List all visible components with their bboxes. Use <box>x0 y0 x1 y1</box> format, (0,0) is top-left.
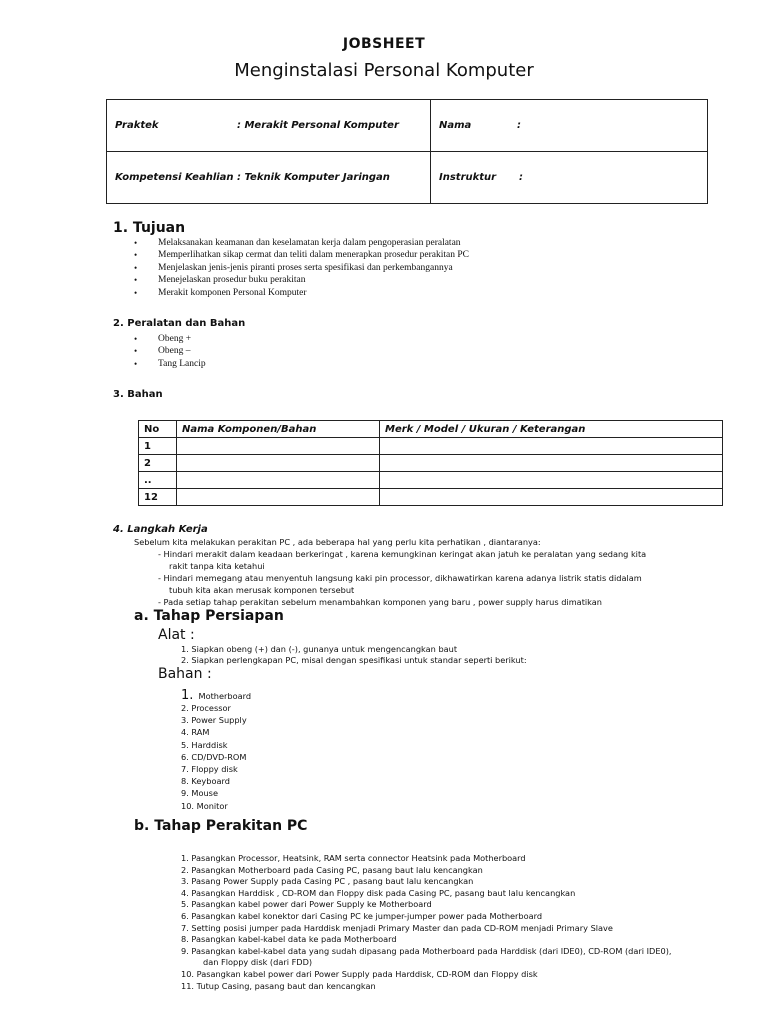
list-item: • Tang Lancip <box>134 358 206 370</box>
list-item: • Menjelaskan jenis-jenis piranti proses serta spesifikasi dan perkembangannya <box>134 262 469 274</box>
table-cell <box>177 438 380 455</box>
perakitan-list <box>181 853 672 992</box>
table-cell <box>177 489 380 506</box>
alat-heading: Alat : <box>158 627 195 643</box>
list-item: 10. Monitor <box>181 800 228 811</box>
list-item: 7. Floppy disk <box>181 764 238 775</box>
list-item: 6. Pasangkan kabel konektor dari Casing PC ke jumper-jumper power pada Motherboard <box>181 910 543 921</box>
list-item: 5. Pasangkan kabel power dari Power Supply ke Motherboard <box>181 899 432 910</box>
table-cell: 1 <box>139 438 177 455</box>
table-cell <box>177 455 380 472</box>
praktek-label: Praktek <box>115 120 159 131</box>
list-item: 2. Pasangkan Motherboard pada Casing PC, pasang baut lalu kencangkan <box>181 864 483 875</box>
peralatan-heading: 2. Peralatan dan Bahan <box>113 318 246 329</box>
nama-cell <box>431 100 708 152</box>
document-subtitle: Menginstalasi Personal Komputer <box>234 60 534 81</box>
nama-value: : <box>517 120 521 131</box>
tujuan-heading: 1. Tujuan <box>113 220 186 236</box>
table-cell <box>177 472 380 489</box>
praktek-cell <box>107 100 431 152</box>
langkah-heading: 4. Langkah Kerja <box>113 524 208 535</box>
column-header: No <box>139 421 177 438</box>
table-cell <box>380 438 723 455</box>
list-item: 4. RAM <box>181 727 210 738</box>
list-item: 9. Pasangkan kabel-kabel data yang sudah dipasang pada Motherboard pada Harddisk (dari IDE0), CD-ROM (dari IDE0), <box>181 945 672 956</box>
list-item: 10. Pasangkan kabel power dari Power Supply pada Harddisk, CD-ROM dan Floppy disk <box>181 968 538 979</box>
instruktur-label: Instruktur <box>439 172 497 183</box>
langkah-note: - Hindari merakit dalam keadaan berkeringat , karena kemungkinan keringat akan jatuh ke peralatan yang sedang kita <box>158 549 647 559</box>
langkah-note: - Hindari memegang atau menyentuh langsung kaki pin processor, dikhawatirkan karena adanya listrik statis didalam <box>158 573 642 583</box>
list-item <box>181 684 251 703</box>
bahan-heading: 3. Bahan <box>113 389 163 400</box>
list-item: • Merakit komponen Personal Komputer <box>134 287 469 299</box>
list-item: • Menejelaskan prosedur buku perakitan <box>134 274 469 286</box>
table-cell <box>380 472 723 489</box>
list-text: Motherboard <box>198 691 252 701</box>
list-item: 8. Keyboard <box>181 776 230 787</box>
column-header: Nama Komponen/Bahan <box>177 421 380 438</box>
list-item: 2. Processor <box>181 703 231 713</box>
table-header-row <box>139 421 723 438</box>
list-item: 8. Pasangkan kabel-kabel data ke pada Motherboard <box>181 934 397 945</box>
kompetensi-value: : Teknik Komputer Jaringan <box>237 172 390 183</box>
peralatan-list <box>134 333 206 370</box>
list-item: • Obeng + <box>134 333 206 345</box>
table-row <box>139 489 723 506</box>
list-item: 1. Siapkan obeng (+) dan (-), gunanya untuk mengencangkan baut <box>181 644 458 654</box>
table-row <box>139 455 723 472</box>
list-item: • Memperlihatkan sikap cermat dan teliti dalam menerapkan prosedur perakitan PC <box>134 249 469 261</box>
langkah-note: tubuh kita akan merusak komponen tersebut <box>169 585 355 595</box>
info-table <box>106 99 708 204</box>
langkah-intro: Sebelum kita melakukan perakitan PC , ada beberapa hal yang perlu kita perhatikan , diantaranya: <box>134 537 541 547</box>
list-item: 3. Power Supply <box>181 715 247 726</box>
table-cell <box>380 489 723 506</box>
alat-list <box>181 644 527 666</box>
list-item: • Obeng – <box>134 345 206 357</box>
bahan-table <box>138 420 723 506</box>
list-item: • Melaksanakan keamanan dan keselamatan kerja dalam pengoperasian peralatan <box>134 237 469 249</box>
document-title: JOBSHEET <box>342 36 426 52</box>
table-cell: 12 <box>139 489 177 506</box>
praktek-value: : Merakit Personal Komputer <box>237 120 399 131</box>
table-cell: 2 <box>139 455 177 472</box>
list-item: 9. Mouse <box>181 788 218 799</box>
list-number: 1. <box>181 688 194 703</box>
table-row <box>139 472 723 489</box>
persiapan-heading: a. Tahap Persiapan <box>134 608 284 624</box>
list-item: 1. Pasangkan Processor, Heatsink, RAM serta connector Heatsink pada Motherboard <box>181 853 526 863</box>
table-row <box>139 438 723 455</box>
list-item: 6. CD/DVD-ROM <box>181 751 247 762</box>
nama-label: Nama <box>439 120 472 131</box>
list-item: 11. Tutup Casing, pasang baut dan kencangkan <box>181 980 376 991</box>
list-item: 3. Pasang Power Supply pada Casing PC , pasang baut lalu kencangkan <box>181 876 474 887</box>
kompetensi-cell <box>107 152 431 204</box>
instruktur-value: : <box>519 172 523 183</box>
table-cell: .. <box>139 472 177 489</box>
list-item: 4. Pasangkan Harddisk , CD-ROM dan Floppy disk pada Casing PC, pasang baut lalu kencangkan <box>181 887 576 898</box>
list-item: 7. Setting posisi jumper pada Harddisk menjadi Primary Master dan pada CD-ROM menjadi Primary Slave <box>181 922 613 933</box>
perakitan-heading: b. Tahap Perakitan PC <box>134 818 308 834</box>
tujuan-list <box>134 237 469 299</box>
langkah-note: - Pada setiap tahap perakitan sebelum menambahkan komponen yang baru , power supply harus dimatikan <box>158 597 602 607</box>
bahan-sub-heading: Bahan : <box>158 666 212 682</box>
list-item: 2. Siapkan perlengkapan PC, misal dengan spesifikasi untuk standar seperti berikut: <box>181 655 527 665</box>
table-cell <box>380 455 723 472</box>
instruktur-cell <box>431 152 708 204</box>
column-header: Merk / Model / Ukuran / Keterangan <box>380 421 723 438</box>
list-item: 5. Harddisk <box>181 739 228 750</box>
list-item: dan Floppy disk (dari FDD) <box>203 957 313 968</box>
kompetensi-label: Kompetensi Keahlian <box>115 172 234 183</box>
langkah-note: rakit tanpa kita ketahui <box>169 561 265 571</box>
bahan-items-list <box>181 702 247 812</box>
